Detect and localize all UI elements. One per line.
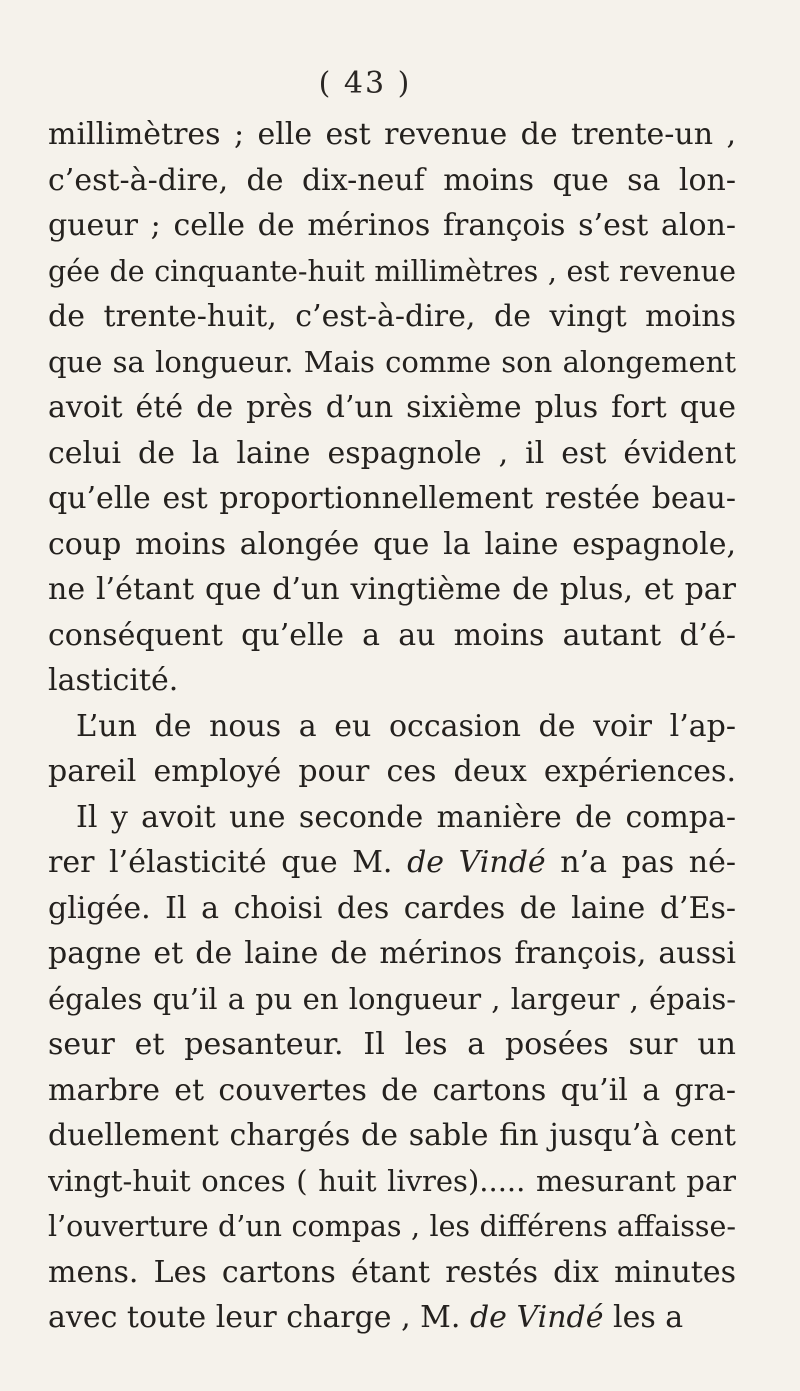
text-line xyxy=(48,886,736,932)
text-segment: qu’elle est proportionnellement restée beau- xyxy=(48,481,736,516)
text-segment: ne l’étant que d’un vingtième de plus, et par xyxy=(48,572,736,607)
text-line xyxy=(48,931,736,977)
text-line xyxy=(48,294,736,340)
text-line xyxy=(48,1022,736,1068)
text-segment: Il y avoit une seconde manière de compa- xyxy=(76,799,736,835)
text-segment: l’ouverture d’un compas , les différens affaisse- xyxy=(48,1210,736,1243)
text-segment: gueur ; celle de mérinos françois s’est alon- xyxy=(48,208,736,243)
text-segment: pagne et de laine de mérinos françois, aussi xyxy=(48,936,736,971)
text-line xyxy=(48,613,736,659)
text-segment: rer l’élasticité que M. xyxy=(48,845,408,880)
body-text xyxy=(48,112,736,1341)
text-segment: avec toute leur charge , M. xyxy=(48,1300,470,1335)
text-line xyxy=(48,1295,736,1341)
italic-name: de Vindé xyxy=(469,1300,604,1335)
text-segment: les a xyxy=(603,1300,684,1335)
text-segment: que sa longueur. Mais comme son alongement xyxy=(48,344,736,379)
text-segment: millimètres ; elle est revenue de trente-un , xyxy=(48,117,736,152)
text-line xyxy=(48,1113,736,1159)
text-line xyxy=(48,1204,736,1250)
text-segment: de trente-huit, c’est-à-dire, de vingt moins xyxy=(48,299,736,334)
text-line xyxy=(48,249,736,295)
text-segment: seur et pesanteur. Il les a posées sur un xyxy=(48,1027,736,1062)
text-segment: vingt-huit onces ( huit livres)..... mesurant par xyxy=(48,1163,736,1198)
text-segment: duellement chargés de sable fin jusqu’à cent xyxy=(48,1118,736,1153)
text-segment: L’un de nous a eu occasion de voir l’ap- xyxy=(76,708,736,744)
text-line xyxy=(48,704,736,750)
text-line xyxy=(48,567,736,613)
text-segment: mens. Les cartons étant restés dix minutes xyxy=(48,1254,736,1290)
text-segment: avoit été de près d’un sixième plus fort que xyxy=(48,390,736,425)
text-line xyxy=(48,658,736,704)
text-line xyxy=(48,112,736,158)
text-line xyxy=(48,840,736,886)
text-line xyxy=(48,795,736,841)
text-segment: égales qu’il a pu en longueur , largeur , épais- xyxy=(48,981,736,1016)
text-line xyxy=(48,158,736,204)
page-number: ( 43 ) xyxy=(318,66,412,101)
italic-name: de Vindé xyxy=(407,845,546,880)
text-line xyxy=(48,203,736,249)
text-segment: pareil employé pour ces deux expériences. xyxy=(48,754,736,789)
text-line xyxy=(48,1250,736,1296)
text-line xyxy=(48,431,736,477)
text-line xyxy=(48,977,736,1023)
text-segment: gligée. Il a choisi des cardes de laine d’Es- xyxy=(48,890,736,926)
text-line xyxy=(48,1068,736,1114)
text-line xyxy=(48,1159,736,1205)
text-segment: gée de cinquante-huit millimètres , est revenue xyxy=(48,254,736,288)
text-segment: c’est-à-dire, de dix-neuf moins que sa lon- xyxy=(48,162,736,198)
text-segment: n’a pas né- xyxy=(545,845,736,880)
text-segment: celui de la laine espagnole , il est évident xyxy=(48,435,736,471)
text-line xyxy=(48,522,736,568)
text-segment: lasticité. xyxy=(48,663,179,698)
text-segment: conséquent qu’elle a au moins autant d’é- xyxy=(48,617,736,653)
text-segment: marbre et couvertes de cartons qu’il a gra- xyxy=(48,1072,736,1108)
text-segment: coup moins alongée que la laine espagnole, xyxy=(48,526,736,562)
text-line xyxy=(48,340,736,386)
text-line xyxy=(48,476,736,522)
text-line xyxy=(48,385,736,431)
text-line xyxy=(48,749,736,795)
